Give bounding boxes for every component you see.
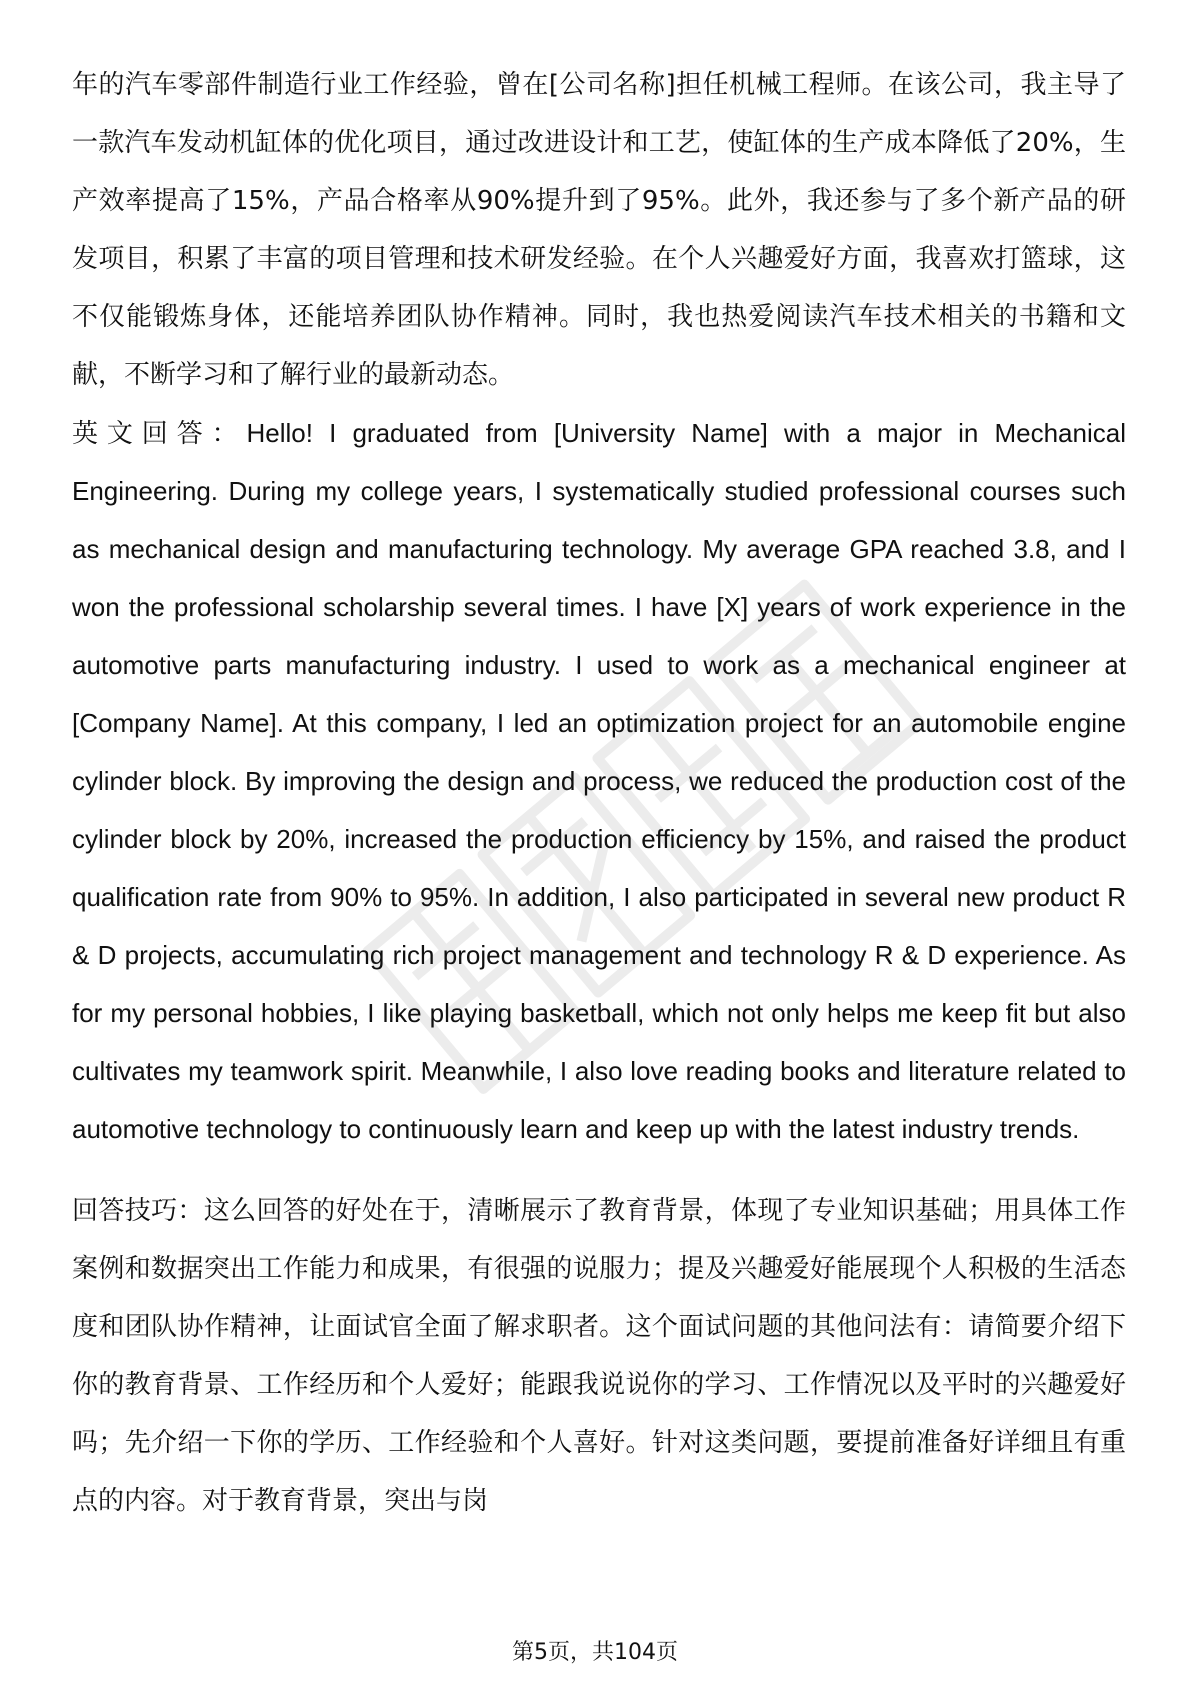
page-number-footer: 第5页，共104页 [512,1640,678,1665]
paragraph-english-answer: 英文回答：Hello! I graduated from [University Name] with a major in Mechanical Engineering. During my college years, I systematically studied professional courses such as mechanical design and manufacturing technology. My average GPA reached 3.8, and I won the professional scholarship several times. I have [X] years of work experience in the automotive parts manufacturing industry. I used to work as a mechanical engineer at [Company Name]. At this company, I led an optimization project for an automobile engine cylinder block. By improving the design and process, we reduced the production cost of the cylinder block by 20%, increased the production efficiency by 15%, and raised the product qualification rate from 90% to 95%. In addition, I also participated in several new product R & D projects, accumulating rich project management and technology R & D experience. As for my personal hobbies, I like playing basketball, which not only helps me keep fit but also cultivates my teamwork spirit. Meanwhile, I also love reading books and literature related to automotive technology to continuously learn and keep up with the latest industry trends. [72,418,1126,1144]
paragraph-spacer [72,1158,1126,1182]
paragraph-chinese-answer: 年的汽车零部件制造行业工作经验，曾在[公司名称]担任机械工程师。在该公司，我主导了一款汽车发动机缸体的优化项目，通过改进设计和工艺，使缸体的生产成本降低了20%，生产效率提高了15%，产品合格率从90%提升到了95%。此外，我还参与了多个新产品的研发项目，积累了丰富的项目管理和技术研发经验。在个人兴趣爱好方面，我喜欢打篮球，这不仅能锻炼身体，还能培养团队协作精神。同时，我也热爱阅读汽车技术相关的书籍和文献，不断学习和了解行业的最新动态。 [72,70,1126,390]
document-body [72,56,1126,1530]
paragraph-answer-tips: 回答技巧：这么回答的好处在于，清晰展示了教育背景，体现了专业知识基础；用具体工作案例和数据突出工作能力和成果，有很强的说服力；提及兴趣爱好能展现个人积极的生活态度和团队协作精神，让面试官全面了解求职者。这个面试问题的其他问法有：请简要介绍下你的教育背景、工作经历和个人爱好；能跟我说说你的学习、工作情况以及平时的兴趣爱好吗；先介绍一下你的学历、工作经验和个人喜好。针对这类问题，要提前准备好详细且有重点的内容。对于教育背景，突出与岗 [72,1196,1126,1516]
